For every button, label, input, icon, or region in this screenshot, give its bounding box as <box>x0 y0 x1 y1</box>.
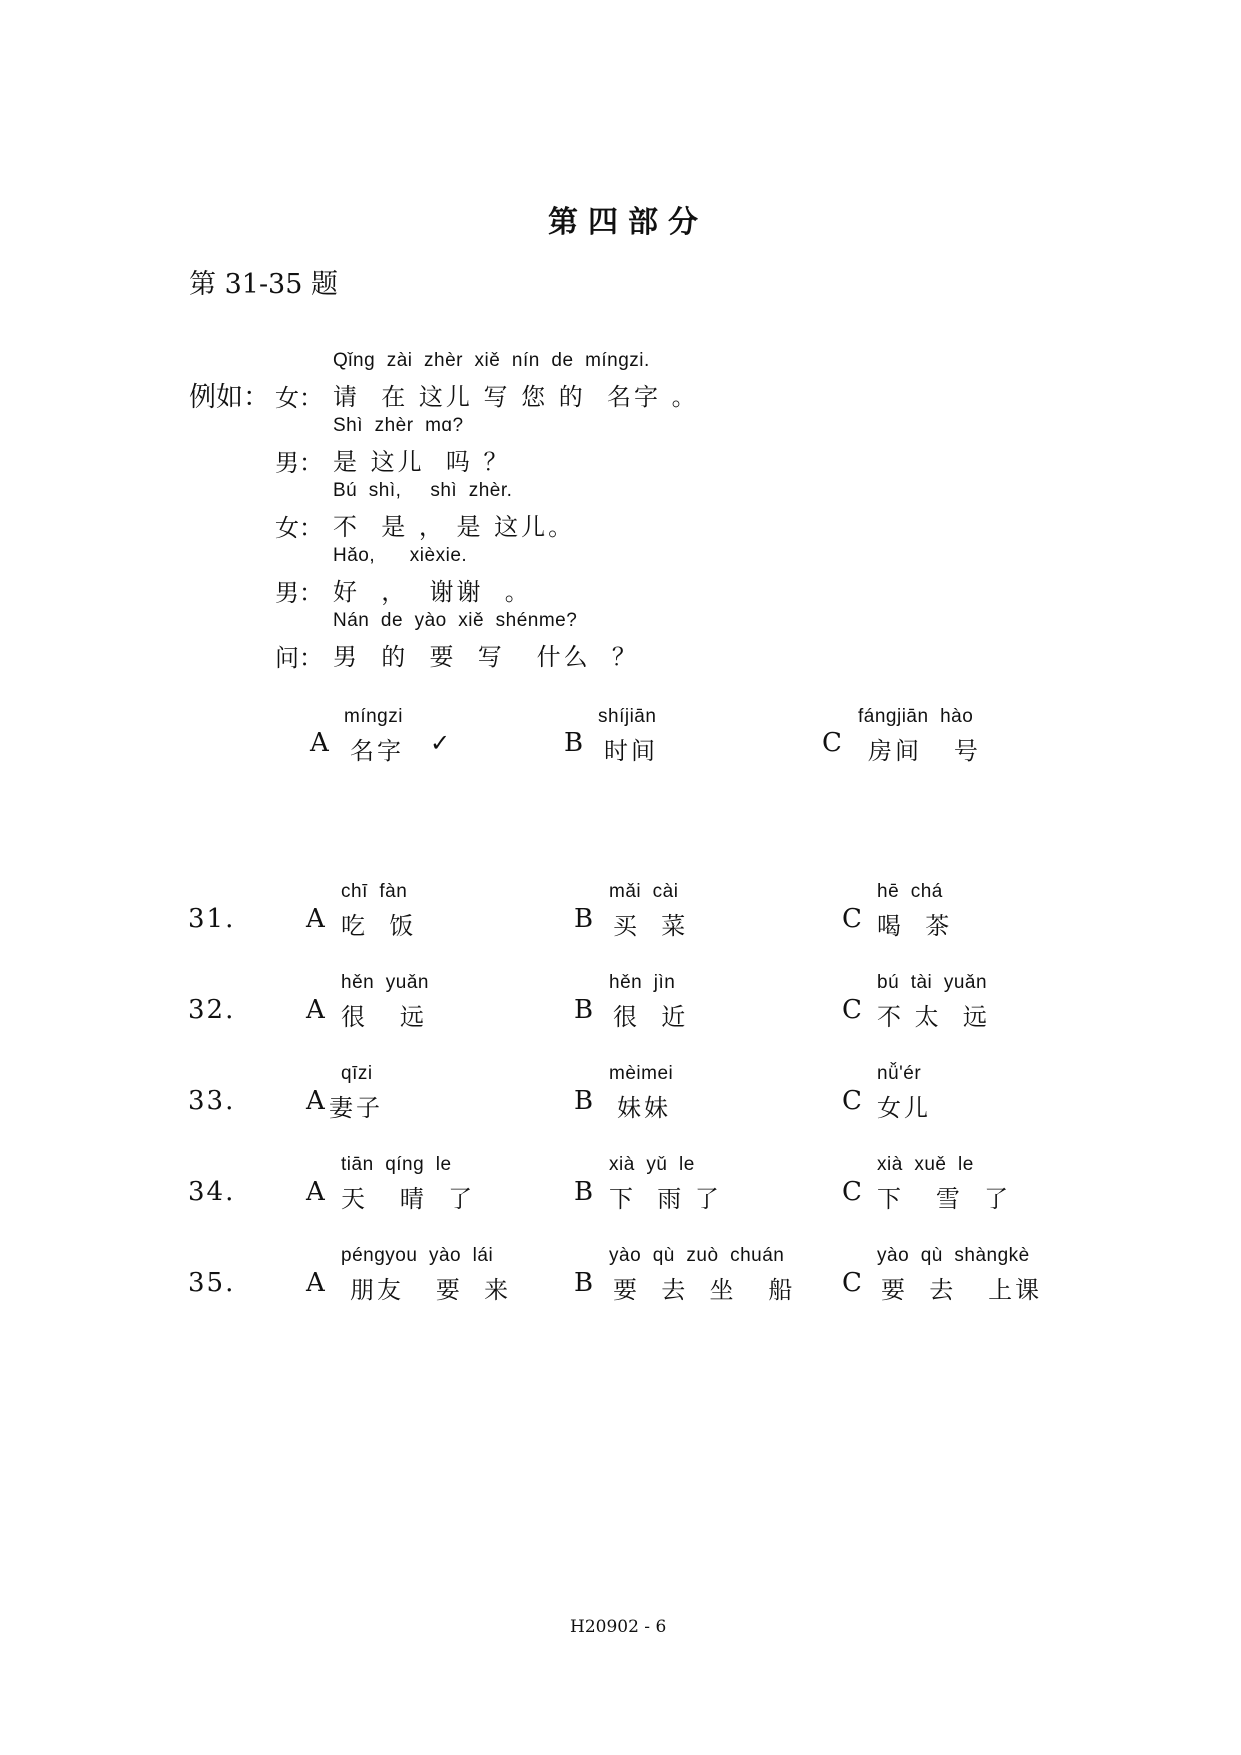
option-pinyin: yào qù zuò chuán <box>609 1245 785 1266</box>
option-letter: C <box>842 1268 862 1298</box>
option-hanzi: 房间 号 <box>868 737 981 765</box>
option-pinyin: bú tài yuǎn <box>877 972 988 993</box>
checkmark-icon: ✓ <box>430 729 451 757</box>
option-pinyin: mǎi cài <box>609 881 679 902</box>
option-letter: C <box>822 728 842 758</box>
option-letter: A <box>306 1086 325 1116</box>
option-letter: A <box>306 904 325 934</box>
option-letter: B <box>574 904 594 934</box>
speaker-label: 女： <box>275 384 323 412</box>
option-hanzi: 吃 饭 <box>341 912 417 940</box>
option-hanzi: 买 菜 <box>613 912 689 940</box>
option-letter: B <box>574 1177 594 1207</box>
pinyin-line: Bú shì, shì zhèr. <box>333 480 513 501</box>
option-hanzi: 名字 <box>350 737 404 765</box>
option-letter: C <box>842 904 862 934</box>
speaker-label: 女： <box>275 514 323 542</box>
option-hanzi: 要 去 上课 <box>881 1276 1043 1304</box>
option-hanzi: 不 太 远 <box>877 1003 990 1031</box>
speaker-label: 男： <box>275 579 323 607</box>
option-pinyin: hē chá <box>877 881 943 902</box>
option-letter: B <box>574 1268 594 1298</box>
option-hanzi: 喝 茶 <box>877 912 953 940</box>
option-letter: A <box>306 1268 325 1298</box>
option-pinyin: shíjiān <box>598 706 657 727</box>
speaker-label: 男： <box>275 449 323 477</box>
hanzi-line: 好 ， 谢谢 。 <box>333 578 532 606</box>
question-number: 31. <box>188 904 236 934</box>
option-letter: C <box>842 1086 862 1116</box>
hanzi-line: 不 是 ， 是 这儿。 <box>333 513 576 541</box>
option-hanzi: 天 晴 了 <box>341 1185 476 1213</box>
option-letter: B <box>564 728 584 758</box>
question-number: 35. <box>188 1268 236 1298</box>
option-letter: C <box>842 1177 862 1207</box>
question-range-heading: 第 31-35 题 <box>189 269 339 300</box>
option-pinyin: xià yǔ le <box>609 1154 695 1175</box>
option-pinyin: chī fàn <box>341 881 408 902</box>
pinyin-line: Qǐng zài zhèr xiě nín de míngzi. <box>333 350 650 371</box>
option-pinyin: mèimei <box>609 1063 674 1084</box>
hanzi-line: 男 的 要 写 什么 ？ <box>333 643 639 671</box>
option-letter: A <box>310 728 329 758</box>
option-hanzi: 很 近 <box>613 1003 689 1031</box>
option-hanzi: 妹妹 <box>617 1094 671 1122</box>
option-hanzi: 时间 <box>604 737 658 765</box>
option-hanzi: 要 去 坐 船 <box>613 1276 796 1304</box>
question-number: 33. <box>188 1086 236 1116</box>
option-pinyin: fángjiān hào <box>858 706 974 727</box>
option-letter: B <box>574 1086 594 1116</box>
option-hanzi: 下 雨 了 <box>609 1185 722 1213</box>
option-hanzi: 妻子 <box>329 1094 383 1122</box>
option-hanzi: 下 雪 了 <box>877 1185 1012 1213</box>
option-letter: A <box>306 1177 325 1207</box>
option-pinyin: yào qù shàngkè <box>877 1245 1030 1266</box>
option-letter: C <box>842 995 862 1025</box>
option-pinyin: tiān qíng le <box>341 1154 452 1175</box>
hanzi-line: 是 这儿 吗 ？ <box>333 448 511 476</box>
pinyin-line: Hǎo, xièxie. <box>333 545 468 566</box>
option-pinyin: péngyou yào lái <box>341 1245 494 1266</box>
speaker-label: 问： <box>275 644 323 672</box>
option-pinyin: míngzi <box>344 706 403 727</box>
option-pinyin: nǚ'ér <box>877 1063 922 1084</box>
option-hanzi: 女儿 <box>877 1094 931 1122</box>
section-title: 第四部分 <box>548 205 708 240</box>
question-number: 32. <box>188 995 236 1025</box>
hanzi-line: 请 在 这儿 写 您 的 名字 。 <box>333 383 699 411</box>
option-letter: B <box>574 995 594 1025</box>
option-pinyin: qīzi <box>341 1063 373 1084</box>
option-pinyin: hěn yuǎn <box>341 972 429 993</box>
option-pinyin: hěn jìn <box>609 972 676 993</box>
option-hanzi: 朋友 要 来 <box>350 1276 512 1304</box>
option-hanzi: 很 远 <box>341 1003 427 1031</box>
page-footer: H20902 - 6 <box>570 1617 667 1637</box>
example-label: 例如： <box>189 382 270 413</box>
pinyin-line: Nán de yào xiě shénme? <box>333 610 578 631</box>
question-number: 34. <box>188 1177 236 1207</box>
pinyin-line: Shì zhèr mɑ? <box>333 415 464 436</box>
option-letter: A <box>306 995 325 1025</box>
option-pinyin: xià xuě le <box>877 1154 974 1175</box>
